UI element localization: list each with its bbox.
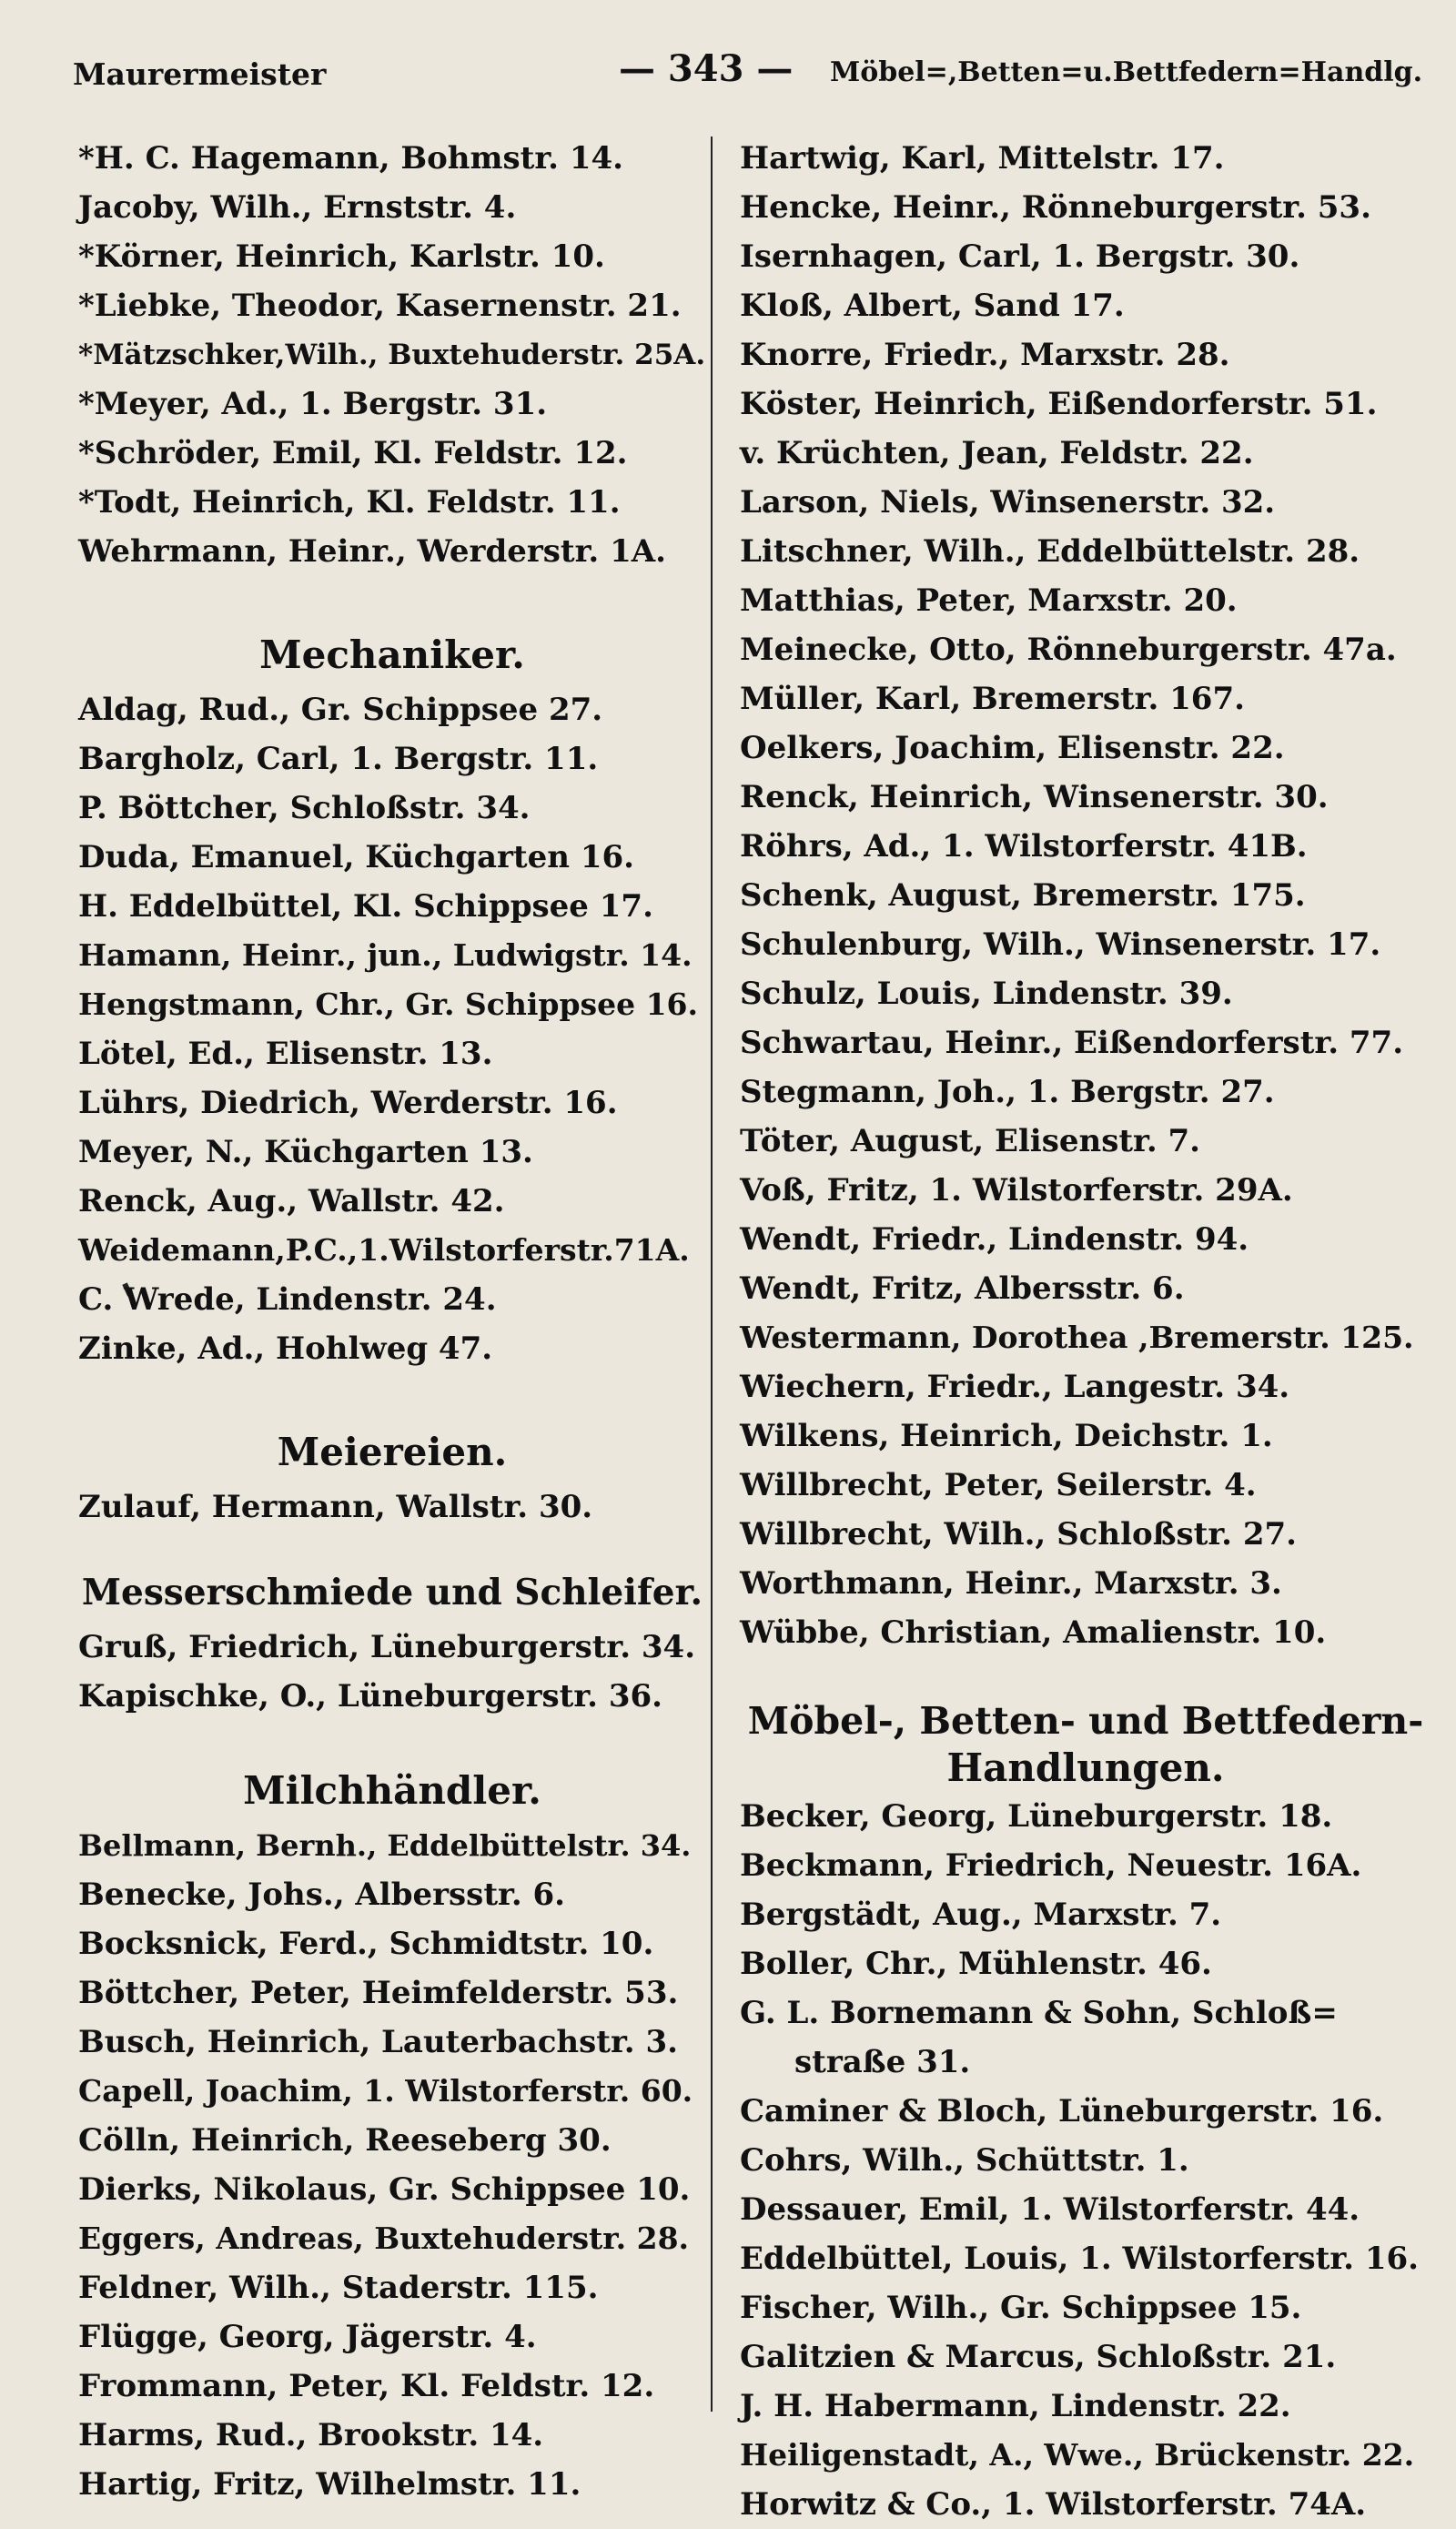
list-item: Weidemann,P.C.,1.Wilstorferstr.71A. [78, 1232, 690, 1268]
running-head-right: Möbel=,Betten=u.Bettfedern=Handlg. [830, 56, 1423, 88]
list-item: Jacoby, Wilh., Ernststr. 4. [78, 189, 517, 226]
list-item: Röhrs, Ad., 1. Wilstorferstr. 41B. [740, 828, 1308, 865]
list-item: Harms, Rud., Brookstr. 14. [78, 2417, 544, 2453]
left-column [78, 134, 706, 2509]
maurermeister-list [78, 134, 706, 576]
list-item: Schenk, August, Bremerstr. 175. [740, 877, 1306, 914]
list-item: Kapischke, O., Lüneburgerstr. 36. [78, 1678, 662, 1715]
list-item: Bergstädt, Aug., Marxstr. 7. [740, 1897, 1222, 1933]
list-item: Meinecke, Otto, Rönneburgerstr. 47a. [740, 632, 1397, 668]
list-item: Benecke, Johs., Albersstr. 6. [78, 1877, 565, 1913]
list-item: Becker, Georg, Lüneburgerstr. 18. [740, 1798, 1333, 1835]
list-item: Bocksnick, Ferd., Schmidtstr. 10. [78, 1926, 654, 1962]
list-item: Frommann, Peter, Kl. Feldstr. 12. [78, 2368, 655, 2404]
moebel-list [740, 1792, 1431, 2529]
list-item: Horwitz & Co., 1. Wilstorferstr. 74A. [740, 2486, 1367, 2523]
list-item: Fischer, Wilh., Gr. Schippsee 15. [740, 2290, 1302, 2326]
list-item: Hartig, Fritz, Wilhelmstr. 11. [78, 2466, 581, 2503]
list-item: Wilkens, Heinrich, Deichstr. 1. [740, 1418, 1273, 1454]
spacer [78, 1721, 706, 1761]
mechaniker-list [78, 685, 706, 1373]
list-item: Bargholz, Carl, 1. Bergstr. 11. [78, 741, 599, 777]
list-item: Busch, Heinrich, Lauterbachstr. 3. [78, 2024, 678, 2060]
milchhaendler-list-continued [740, 134, 1431, 1657]
list-item: Hartwig, Karl, Mittelstr. 17. [740, 140, 1225, 177]
list-item: Willbrecht, Peter, Seilerstr. 4. [740, 1467, 1257, 1503]
list-item: Zinke, Ad., Hohlweg 47. [78, 1330, 493, 1367]
list-item: Boller, Chr., Mühlenstr. 46. [740, 1946, 1212, 1982]
list-item: *Körner, Heinrich, Karlstr. 10. [78, 238, 605, 275]
messerschmiede-list [78, 1623, 706, 1721]
list-item: Lührs, Diedrich, Werderstr. 16. [78, 1085, 618, 1121]
list-item: Dierks, Nikolaus, Gr. Schippsee 10. [78, 2171, 691, 2208]
list-item: Worthmann, Heinr., Marxstr. 3. [740, 1565, 1282, 1602]
list-item: Matthias, Peter, Marxstr. 20. [740, 582, 1238, 619]
list-item: H. Eddelbüttel, Kl. Schippsee 17. [78, 888, 653, 925]
list-item: Litschner, Wilh., Eddelbüttelstr. 28. [740, 533, 1360, 570]
spacer [740, 1657, 1431, 1697]
list-item: Knorre, Friedr., Marxstr. 28. [740, 337, 1230, 373]
list-item: *Liebke, Theodor, Kasernenstr. 21. [78, 288, 682, 324]
list-item: Kloß, Albert, Sand 17. [740, 288, 1125, 324]
list-item: Köster, Heinrich, Eißendorferstr. 51. [740, 386, 1378, 422]
list-item: C. Wrede, Lindenstr. 24. [78, 1281, 497, 1318]
milchhaendler-list [78, 1821, 706, 2509]
list-item: Wendt, Fritz, Albersstr. 6. [740, 1270, 1185, 1307]
list-item: Westermann, Dorothea ,Bremerstr. 125. [740, 1320, 1414, 1355]
list-item: *Schröder, Emil, Kl. Feldstr. 12. [78, 435, 628, 471]
list-item: Gruß, Friedrich, Lüneburgerstr. 34. [78, 1629, 696, 1665]
list-item: Duda, Emanuel, Küchgarten 16. [78, 839, 634, 875]
list-item: Zulauf, Hermann, Wallstr. 30. [78, 1489, 593, 1525]
list-item: Bellmann, Bernh., Eddelbüttelstr. 34. [78, 1828, 692, 1863]
list-item: Stegmann, Joh., 1. Bergstr. 27. [740, 1074, 1275, 1110]
section-heading-meiereien: Meiereien. [277, 1430, 508, 1474]
list-item: Hengstmann, Chr., Gr. Schippsee 16. [78, 986, 698, 1022]
list-item: Wübbe, Christian, Amalienstr. 10. [740, 1614, 1327, 1651]
list-item: Willbrecht, Wilh., Schloßstr. 27. [740, 1516, 1297, 1553]
list-item: Müller, Karl, Bremerstr. 167. [740, 681, 1245, 717]
list-item: Wendt, Friedr., Lindenstr. 94. [740, 1221, 1249, 1258]
list-item: Voß, Fritz, 1. Wilstorferstr. 29A. [740, 1172, 1293, 1209]
spacer [78, 1532, 706, 1563]
list-item: Böttcher, Peter, Heimfelderstr. 53. [78, 1975, 679, 2011]
list-item: Aldag, Rud., Gr. Schippsee 27. [78, 692, 603, 728]
list-item: Lötel, Ed., Elisenstr. 13. [78, 1036, 493, 1072]
list-item: *Todt, Heinrich, Kl. Feldstr. 11. [78, 484, 621, 521]
section-heading-milchhaendler: Milchhändler. [243, 1768, 541, 1813]
list-item: *Meyer, Ad., 1. Bergstr. 31. [78, 386, 548, 422]
list-item: Renck, Aug., Wallstr. 42. [78, 1183, 505, 1219]
list-item: Wehrmann, Heinr., Werderstr. 1A. [78, 533, 666, 570]
list-item: Isernhagen, Carl, 1. Bergstr. 30. [740, 238, 1300, 275]
list-item: Wiechern, Friedr., Langestr. 34. [740, 1369, 1290, 1405]
section-heading-messerschmiede: Messerschmiede und Schleifer. [81, 1572, 703, 1614]
list-item: *H. C. Hagemann, Bohmstr. 14. [78, 140, 623, 177]
section-heading-mechaniker: Mechaniker. [259, 632, 525, 677]
list-item: Meyer, N., Küchgarten 13. [78, 1134, 533, 1170]
spacer [78, 1373, 706, 1422]
list-item: Schwartau, Heinr., Eißendorferstr. 77. [740, 1025, 1404, 1061]
list-item: Galitzien & Marcus, Schloßstr. 21. [740, 2339, 1337, 2375]
list-item: J. H. Habermann, Lindenstr. 22. [740, 2388, 1291, 2424]
list-item: Töter, August, Elisenstr. 7. [740, 1123, 1201, 1159]
page-number: — 343 — [619, 47, 794, 90]
meiereien-list [78, 1482, 706, 1532]
list-item: Heiligenstadt, A., Wwe., Brückenstr. 22. [740, 2437, 1415, 2473]
list-item: *Mätzschker,Wilh., Buxtehuderstr. 25A. [78, 339, 706, 371]
list-item: Larson, Niels, Winsenerstr. 32. [740, 484, 1276, 521]
column-divider [711, 137, 713, 2412]
section-heading-moebel-line2: Handlungen. [946, 1745, 1225, 1790]
list-item: Oelkers, Joachim, Elisenstr. 22. [740, 730, 1285, 766]
list-item: Dessauer, Emil, 1. Wilstorferstr. 44. [740, 2191, 1360, 2228]
list-item: Hamann, Heinr., jun., Ludwigstr. 14. [78, 937, 693, 973]
running-head-left: Maurermeister [73, 56, 327, 92]
spacer [78, 576, 706, 625]
list-item: Feldner, Wilh., Staderstr. 115. [78, 2270, 599, 2306]
list-item: Caminer & Bloch, Lüneburgerstr. 16. [740, 2093, 1384, 2129]
list-item: Beckmann, Friedrich, Neuestr. 16A. [740, 1847, 1362, 1884]
list-item: Renck, Heinrich, Winsenerstr. 30. [740, 779, 1329, 815]
list-item: v. Krüchten, Jean, Feldstr. 22. [740, 435, 1254, 471]
list-item: Cölln, Heinrich, Reeseberg 30. [78, 2122, 612, 2159]
section-heading-moebel-line1: Möbel-, Betten- und Bettfedern- [747, 1699, 1424, 1743]
list-item: P. Böttcher, Schloßstr. 34. [78, 790, 531, 826]
list-item: Capell, Joachim, 1. Wilstorferstr. 60. [78, 2073, 693, 2109]
list-item: Flügge, Georg, Jägerstr. 4. [78, 2319, 537, 2355]
list-item: Hencke, Heinr., Rönneburgerstr. 53. [740, 189, 1371, 226]
list-item: Cohrs, Wilh., Schüttstr. 1. [740, 2142, 1189, 2179]
list-item: Eggers, Andreas, Buxtehuderstr. 28. [78, 2220, 690, 2256]
right-column [740, 134, 1431, 2529]
list-item-continuation: straße 31. [794, 2044, 971, 2080]
list-item: G. L. Bornemann & Sohn, Schloß= [740, 1995, 1338, 2031]
list-item: Schulenburg, Wilh., Winsenerstr. 17. [740, 926, 1381, 963]
list-item: Eddelbüttel, Louis, 1. Wilstorferstr. 16. [740, 2241, 1419, 2277]
list-item: Schulz, Louis, Lindenstr. 39. [740, 976, 1233, 1012]
